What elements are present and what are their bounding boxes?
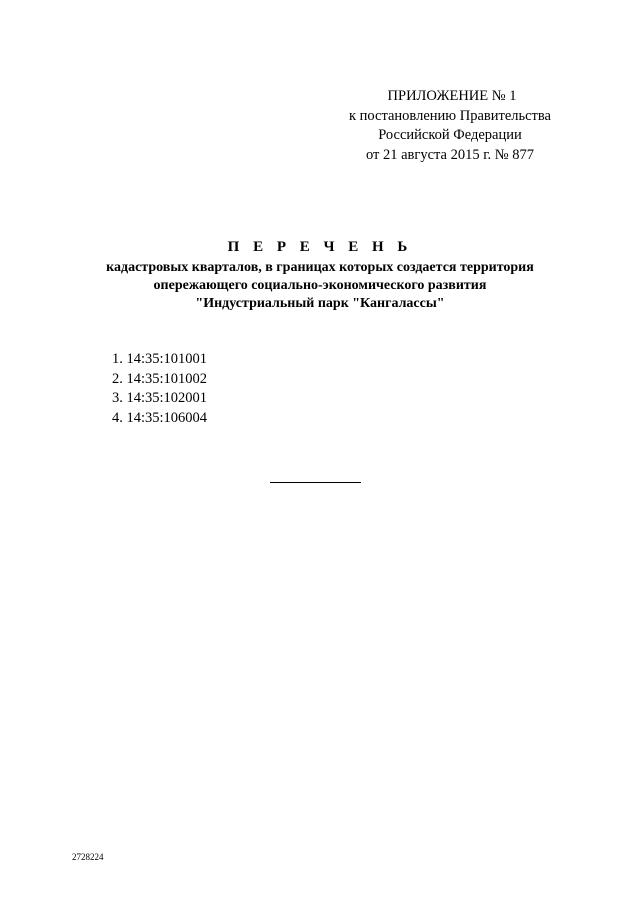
appendix-reference — [320, 87, 580, 165]
document-heading: П Е Р Е Ч Е Н Ь — [227, 239, 413, 255]
subtitle-line: "Индустриальный парк "Кангалассы" — [195, 296, 445, 311]
document-number: 2728224 — [72, 852, 104, 862]
appendix-line-resolution: к постановлению Правительства — [349, 107, 551, 124]
subtitle-line: кадастровых кварталов, в границах которых создается территория — [106, 260, 534, 275]
end-divider — [270, 482, 361, 483]
title-block — [60, 237, 580, 313]
appendix-line-government: Российской Федерации — [378, 127, 522, 143]
list-item: 2. 14:35:101002 — [112, 370, 208, 387]
list-item: 1. 14:35:101001 — [112, 351, 208, 367]
subtitle-line: опережающего социально-экономического развития — [153, 278, 487, 293]
appendix-line-date: от 21 августа 2015 г. № 877 — [365, 146, 535, 163]
cadastral-quarter-list — [112, 350, 207, 428]
list-item: 3. 14:35:102001 — [112, 390, 208, 406]
list-item: 4. 14:35:106004 — [112, 409, 208, 426]
appendix-title: ПРИЛОЖЕНИЕ № 1 — [387, 88, 517, 104]
